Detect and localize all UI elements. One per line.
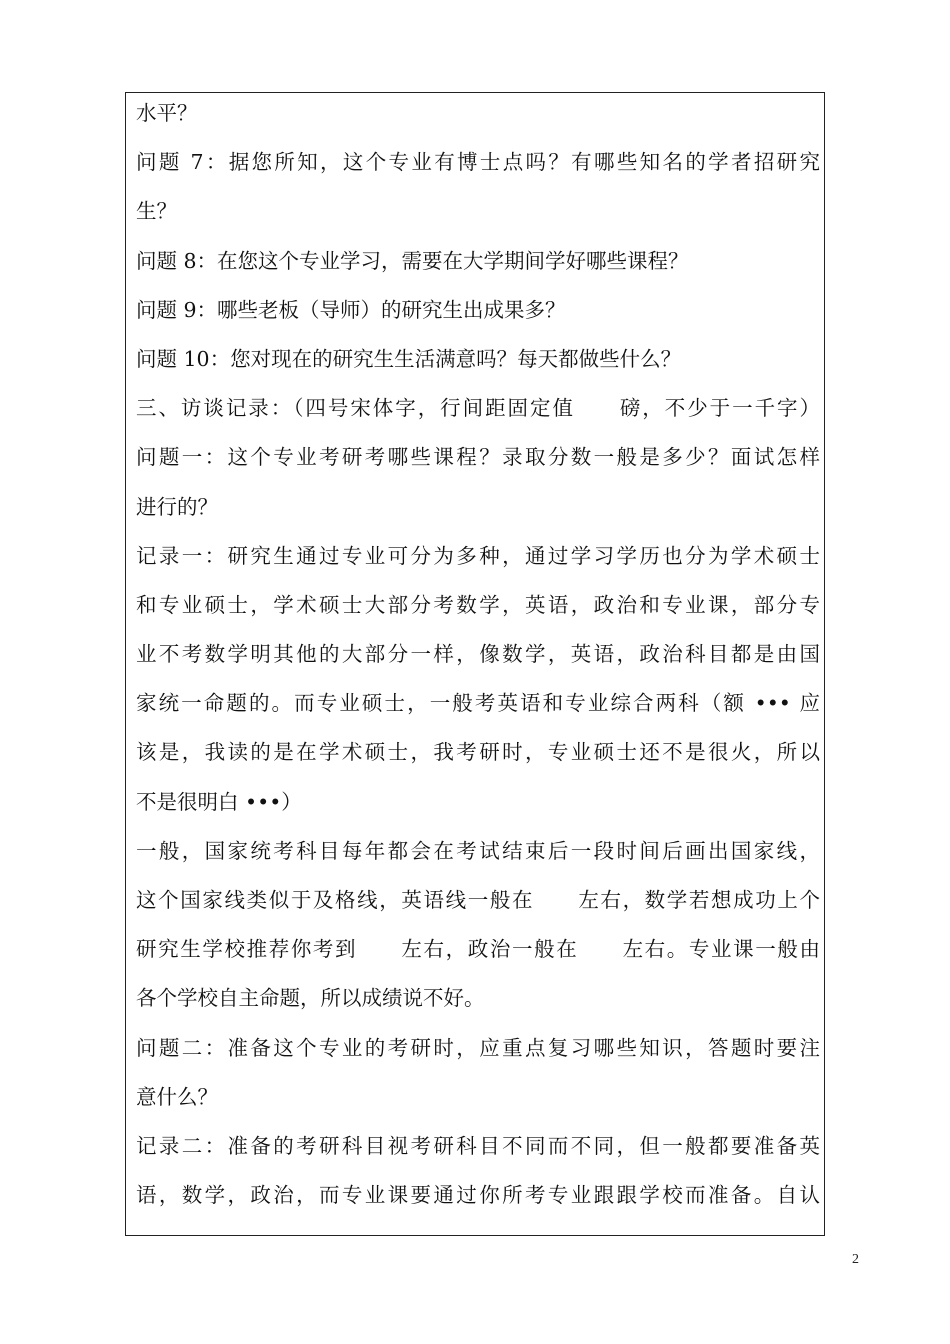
text-line: 水平？ — [136, 101, 198, 125]
text-line: 一般，国家统考科目每年都会在考试结束后一段时间后画出国家线， — [136, 838, 820, 863]
text-line: 该是，我读的是在学术硕士，我考研时，专业硕士还不是很火，所以 — [136, 740, 820, 765]
text-line: 各个学校自主命题，所以成绩说不好。 — [136, 986, 485, 1011]
text-line: 问题 10：您对现在的研究生生活满意吗？每天都做些什么？ — [136, 346, 682, 371]
text-line: 问题二：准备这个专业的考研时，应重点复习哪些知识，答题时要注 — [136, 1035, 820, 1060]
text-line: 记录二：准备的考研科目视考研科目不同而不同，但一般都要准备英 — [136, 1133, 820, 1158]
text-line: 和专业硕士，学术硕士大部分考数学，英语，政治和专业课，部分专 — [136, 592, 820, 617]
text-line: 意什么？ — [136, 1084, 218, 1109]
text-line: 不是很明白 •••） — [136, 789, 302, 814]
text-line: 问题一：这个专业考研考哪些课程？录取分数一般是多少？面试怎样 — [136, 445, 820, 470]
text-line: 研究生学校推荐你考到 左右，政治一般在 左右。专业课一般由 — [136, 937, 820, 962]
text-line: 进行的？ — [136, 494, 218, 519]
text-line: 问题 8：在您这个专业学习，需要在大学期间学好哪些课程？ — [136, 248, 689, 273]
page-number: 2 — [852, 1252, 859, 1267]
text-line: 家统一命题的。而专业硕士，一般考英语和专业综合两科（额 ••• 应 — [136, 691, 820, 716]
text-line: 业不考数学明其他的大部分一样，像数学，英语，政治科目都是由国 — [136, 642, 820, 667]
text-line: 问题 9：哪些老板（导师）的研究生出成果多？ — [136, 297, 566, 322]
text-line: 记录一：研究生通过专业可分为多种，通过学习学历也分为学术硕士 — [136, 543, 820, 568]
text-line: 三、访谈记录：（四号宋体字，行间距固定值 磅，不少于一千字） — [136, 396, 820, 421]
text-line: 问题 7：据您所知，这个专业有博士点吗？有哪些知名的学者招研究 — [136, 150, 820, 175]
text-line: 生？ — [136, 199, 177, 224]
document-body — [136, 95, 820, 1226]
text-line: 这个国家线类似于及格线，英语线一般在 左右，数学若想成功上个 — [136, 888, 820, 912]
text-line: 语，数学，政治，而专业课要通过你所考专业跟跟学校而准备。自认 — [136, 1183, 820, 1208]
